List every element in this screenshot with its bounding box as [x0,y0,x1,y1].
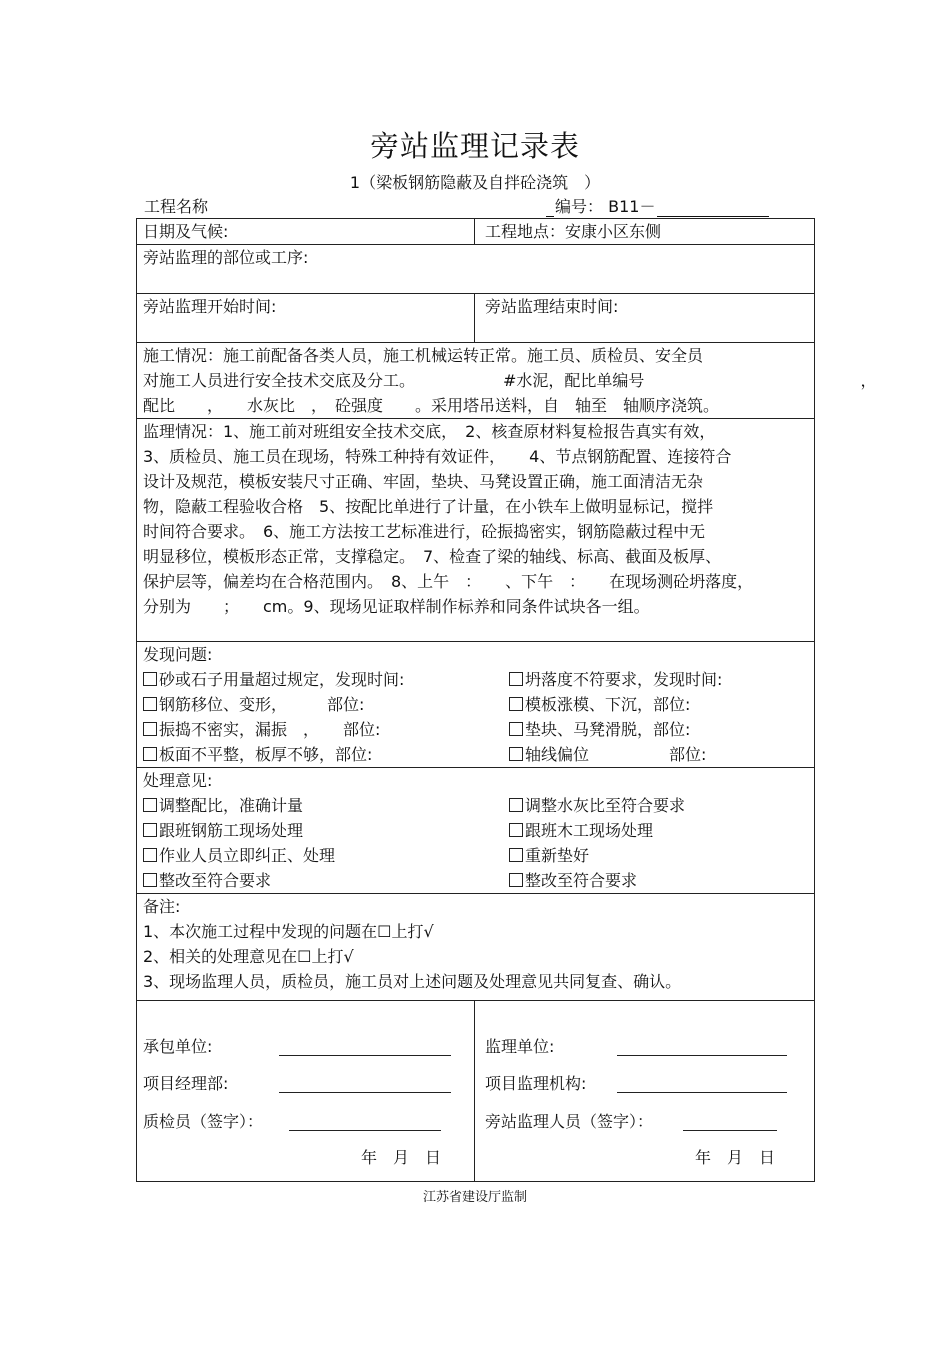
problem-item[interactable] [143,717,509,742]
handling-item[interactable] [509,868,814,893]
supervision-line: 3、质检员、施工员在现场，特殊工种持有效证件， 4、节点钢筋配置、连接符合 [143,447,732,466]
footer-issuer: 江苏省建设厅监制 [422,1190,527,1205]
handling-row [143,843,814,868]
problem-label: 振捣不密实，漏振 ， 部位: [159,720,381,739]
page-subtitle: 1（梁板钢筋隐蔽及自拌砼浇筑 ） [349,173,601,192]
checkbox[interactable] [509,722,523,736]
handling-text: 跟班钢筋工现场处理 [159,821,304,840]
supervisor-signature-cell [475,1001,815,1182]
handling-text: 作业人员立即纠正、处理 [159,846,336,865]
handling-text: 整改至符合要求 [525,871,638,890]
checkbox[interactable] [509,798,523,812]
supervision-line: 明显移位，模板形态正常，支撑稳定。 7、检查了梁的轴线、标高、截面及板厚、 [143,547,722,566]
supervisor-date[interactable]: 年 月 日 [695,1148,776,1167]
project-manager-label: 项目经理部: [143,1074,229,1093]
problem-item[interactable] [509,667,814,692]
notes-label: 备注: [143,897,181,916]
problem-row [143,742,814,767]
problem-item[interactable] [509,717,814,742]
supervision-line: 监理情况：1、施工前对班组安全技术交底， 2、核查原材料复检报告真实有效， [143,422,716,441]
inspector-signature-field[interactable] [289,1129,441,1131]
supervision-line: 时间符合要求。 6、施工方法按工艺标准进行，砼振捣密实，钢筋隐蔽过程中无 [143,522,706,541]
supervisor-unit-label: 监理单位: [485,1037,555,1056]
checkbox[interactable] [143,672,157,686]
problem-label: 板面不平整，板厚不够，部位: [159,745,373,764]
handling-text: 调整配比，准确计量 [159,796,304,815]
problem-row [143,717,814,742]
handling-text: 调整水灰比至符合要求 [525,796,686,815]
handling-cell [137,768,815,894]
location-cell[interactable] [475,219,815,245]
construction-line-2b: #水泥，配比单编号 [503,371,645,390]
supervision-org-label: 项目监理机构: [485,1074,587,1093]
construction-line-1: 施工情况：施工前配备各类人员，施工机械运转正常。施工员、质检员、安全员 [143,346,704,365]
contractor-field[interactable] [279,1054,451,1056]
supervisor-unit-field[interactable] [617,1054,787,1056]
problem-label: 轴线偏位 部位: [525,745,707,764]
project-name-label: 工程名称 [144,197,209,216]
problem-label: 坍落度不符要求，发现时间: [525,670,723,689]
handling-item[interactable] [509,818,814,843]
checkbox[interactable] [509,672,523,686]
problem-row [143,667,814,692]
end-time-label: 旁站监理结束时间: [485,297,619,316]
problem-label: 砂或石子用量超过规定，发现时间: [159,670,405,689]
construction-cell[interactable] [137,343,877,419]
problem-label: 垫块、马凳滑脱，部位: [525,720,691,739]
inspector-signature-label: 质检员（签字）： [143,1112,264,1131]
serial-number-blank[interactable] [657,200,769,217]
problems-cell [137,642,815,768]
problems-label: 发现问题: [143,645,213,664]
checkbox[interactable] [509,848,523,862]
handling-row [143,868,814,893]
supervision-cell[interactable] [137,419,815,642]
construction-line-3: 配比 ， 水灰比 ， 砼强度 。采用塔吊送料，自 轴至 轴顺序浇筑。 [143,396,720,415]
serial-number [546,194,769,217]
serial-prefix-blank[interactable] [546,200,554,217]
contractor-label: 承包单位: [143,1037,213,1056]
checkbox[interactable] [143,697,157,711]
supervision-line: 物，隐蔽工程验收合格 5、按配比单进行了计量，在小铁车上做明显标记，搅拌 [143,497,714,516]
record-table [136,218,877,1182]
project-manager-field[interactable] [279,1091,451,1093]
start-time-cell[interactable] [137,294,475,343]
date-weather-label: 日期及气候: [143,222,229,241]
start-time-label: 旁站监理开始时间: [143,297,277,316]
serial-value: B11－ [608,197,656,216]
checkbox[interactable] [143,848,157,862]
handling-item[interactable] [143,843,509,868]
contractor-signature-cell [137,1001,475,1182]
page-title: 旁站监理记录表 [369,129,580,163]
checkbox[interactable] [143,798,157,812]
handling-item[interactable] [143,793,509,818]
note-line: 2、相关的处理意见在☐上打√ [143,947,354,966]
checkbox[interactable] [143,823,157,837]
checkbox[interactable] [509,873,523,887]
problem-item[interactable] [143,667,509,692]
end-time-cell[interactable] [475,294,815,343]
supervision-line: 分别为 ； cm。9、现场见证取样制作标养和同条件试块各一组。 [143,597,650,616]
supervision-line: 保护层等，偏差均在合格范围内。 8、上午 ： 、下午 ： 在现场测砼坍落度， [143,572,754,591]
construction-line-2 [143,368,877,393]
problem-item[interactable] [509,692,814,717]
handling-item[interactable] [143,818,509,843]
handling-text: 重新垫好 [525,846,590,865]
handling-item[interactable] [509,793,814,818]
location-text: 工程地点：安康小区东侧 [485,222,662,241]
part-cell[interactable] [137,245,815,294]
handling-label: 处理意见: [143,771,213,790]
problem-label: 钢筋移位、变形， 部位: [159,695,365,714]
checkbox[interactable] [509,747,523,761]
handling-item[interactable] [509,843,814,868]
date-weather-cell[interactable] [137,219,475,245]
handling-row [143,818,814,843]
supervisor-person-label: 旁站监理人员（签字）： [485,1112,654,1131]
checkbox[interactable] [509,823,523,837]
note-line: 3、现场监理人员，质检员，施工员对上述问题及处理意见共同复查、确认。 [143,972,682,991]
checkbox[interactable] [509,697,523,711]
checkbox[interactable] [143,873,157,887]
problem-item[interactable] [143,692,509,717]
problem-label: 模板涨模、下沉，部位: [525,695,691,714]
supervision-org-field[interactable] [617,1091,787,1093]
note-line: 1、本次施工过程中发现的问题在☐上打√ [143,922,434,941]
serial-label: 编号： [555,197,604,216]
checkbox[interactable] [143,747,157,761]
problem-item[interactable] [143,742,509,767]
construction-line-2c: ， [860,371,877,390]
handling-item[interactable] [143,868,509,893]
contractor-date[interactable]: 年 月 日 [361,1148,442,1167]
supervisor-person-field[interactable] [683,1129,777,1131]
checkbox[interactable] [143,722,157,736]
handling-text: 整改至符合要求 [159,871,272,890]
problem-item[interactable] [509,742,814,767]
notes-cell [137,894,815,1001]
problem-row [143,692,814,717]
handling-row [143,793,814,818]
supervision-line: 设计及规范，模板安装尺寸正确、牢固，垫块、马凳设置正确，施工面清洁无杂 [143,472,704,491]
construction-line-2a: 对施工人员进行安全技术交底及分工。 [143,371,416,390]
part-label: 旁站监理的部位或工序: [143,248,309,267]
handling-text: 跟班木工现场处理 [525,821,654,840]
